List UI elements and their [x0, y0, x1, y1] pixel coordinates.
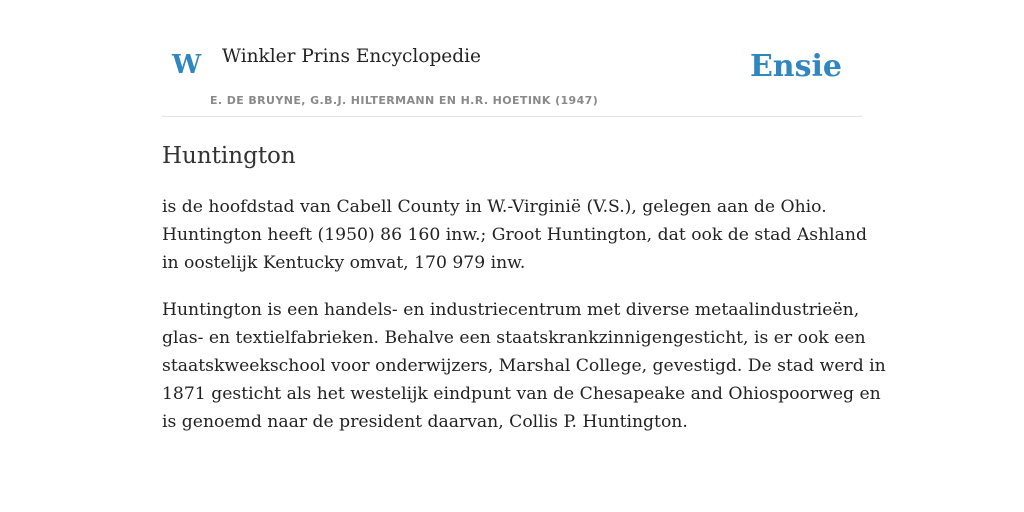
entry-body — [162, 193, 886, 436]
paragraph — [162, 296, 886, 436]
entry-title: Huntington — [162, 143, 296, 169]
ensie-brand-link[interactable]: Ensie — [749, 49, 842, 84]
site-header — [162, 0, 862, 117]
paragraph-line: in oostelijk Kentucky omvat, 170 979 inw. — [162, 253, 526, 273]
paragraph-line: 1871 gesticht als het westelijk eindpunt van de Chesapeake and Ohiospoorweg en — [162, 384, 881, 404]
paragraph-line: glas- en textielfabrieken. Behalve een staatskrankzinnigengesticht, is er ook een — [162, 328, 866, 348]
paragraph — [162, 193, 867, 277]
paragraph-line: is genoemd naar de president daarvan, Collis P. Huntington. — [162, 412, 688, 432]
publication-authors: E. DE BRUYNE, G.B.J. HILTERMANN EN H.R. HOETINK (1947) — [210, 94, 599, 107]
page-container — [162, 0, 886, 436]
publication-title[interactable]: Winkler Prins Encyclopedie — [222, 46, 481, 67]
paragraph-line: Huntington heeft (1950) 86 160 inw.; Groot Huntington, dat ook de stad Ashland — [162, 225, 867, 245]
paragraph-line: is de hoofdstad van Cabell County in W.-Virginië (V.S.), gelegen aan de Ohio. — [162, 197, 827, 217]
paragraph-line: Huntington is een handels- en industriecentrum met diverse metaalindustrieën, — [162, 300, 860, 320]
paragraph-line: staatskweekschool voor onderwijzers, Marshal College, gevestigd. De stad werd in — [162, 356, 886, 376]
publication-logo[interactable]: W — [172, 50, 202, 80]
